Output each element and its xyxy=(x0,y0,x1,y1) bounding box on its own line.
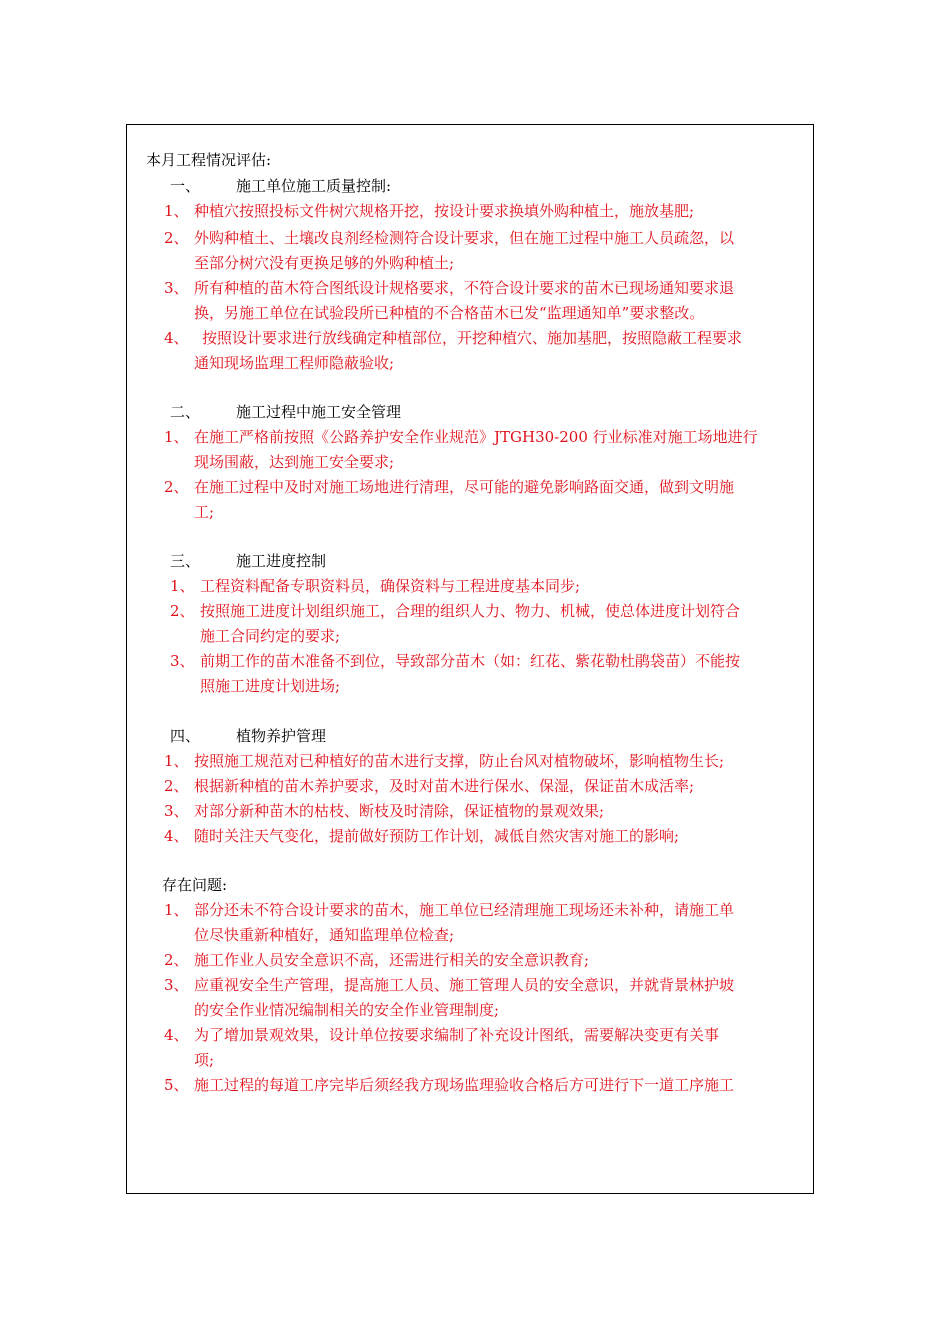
issue-1-number: 1、 xyxy=(164,901,189,919)
issue-5-number: 5、 xyxy=(164,1076,189,1094)
s1-item-1-line-1: 种植穴按照投标文件树穴规格开挖，按设计要求换填外购种植土，施放基肥; xyxy=(194,202,695,220)
issue-3-line-1: 应重视安全生产管理，提高施工人员、施工管理人员的安全意识，并就背景林护坡 xyxy=(194,976,735,994)
section-3-title: 施工进度控制 xyxy=(236,552,327,570)
issue-3-number: 3、 xyxy=(164,976,189,994)
s2-item-2-line-2: 工; xyxy=(194,503,215,521)
issue-4-number: 4、 xyxy=(164,1026,189,1044)
s3-item-2-line-2: 施工合同约定的要求; xyxy=(200,627,341,645)
s1-item-2-line-2: 至部分树穴没有更换足够的外购种植土; xyxy=(194,254,455,272)
s1-item-4-line-2: 通知现场监理工程师隐蔽验收; xyxy=(194,354,395,372)
issue-1-line-1: 部分还未不符合设计要求的苗木，施工单位已经清理施工现场还未补种，请施工单 xyxy=(194,901,735,919)
s2-item-2-number: 2、 xyxy=(164,478,189,496)
section-3-number: 三、 xyxy=(170,552,201,570)
s2-item-1-number: 1、 xyxy=(164,428,189,446)
section-1-number: 一、 xyxy=(170,177,201,195)
s2-item-1-line-2: 现场围蔽，达到施工安全要求; xyxy=(194,453,395,471)
s4-item-3-line-1: 对部分新种苗木的枯枝、断枝及时清除，保证植物的景观效果; xyxy=(194,802,605,820)
s1-item-2-number: 2、 xyxy=(164,229,189,247)
issue-4-line-1: 为了增加景观效果，设计单位按要求编制了补充设计图纸，需要解决变更有关事 xyxy=(194,1026,720,1044)
s1-item-1-number: 1、 xyxy=(164,202,189,220)
s1-item-2-line-1: 外购种植土、土壤改良剂经检测符合设计要求，但在施工过程中施工人员疏忽，以 xyxy=(194,229,735,247)
s1-item-3-line-1: 所有种植的苗木符合图纸设计规格要求，不符合设计要求的苗木已现场通知要求退 xyxy=(194,279,735,297)
issue-3-line-2: 的安全作业情况编制相关的安全作业管理制度; xyxy=(194,1001,500,1019)
s3-item-2-line-1: 按照施工进度计划组织施工，合理的组织人力、物力、机械，使总体进度计划符合 xyxy=(200,602,741,620)
issue-5-line-1: 施工过程的每道工序完毕后须经我方现场监理验收合格后方可进行下一道工序施工 xyxy=(194,1076,735,1094)
s3-item-2-number: 2、 xyxy=(170,602,195,620)
s4-item-1-number: 1、 xyxy=(164,752,189,770)
s1-item-4-number: 4、 xyxy=(164,329,189,347)
s3-item-3-number: 3、 xyxy=(170,652,195,670)
issue-2-line-1: 施工作业人员安全意识不高，还需进行相关的安全意识教育; xyxy=(194,951,590,969)
s4-item-4-line-1: 随时关注天气变化，提前做好预防工作计划，减低自然灾害对施工的影响; xyxy=(194,827,680,845)
section-1-title: 施工单位施工质量控制: xyxy=(236,177,392,195)
issue-1-line-2: 位尽快重新种植好，通知监理单位检查; xyxy=(194,926,455,944)
section-2-title: 施工过程中施工安全管理 xyxy=(236,403,402,421)
s1-item-4-line-1: 按照设计要求进行放线确定种植部位，开挖种植穴、施加基肥，按照隐蔽工程要求 xyxy=(202,329,743,347)
intro-heading: 本月工程情况评估: xyxy=(146,151,272,169)
s3-item-1-line-1: 工程资料配备专职资料员，确保资料与工程进度基本同步; xyxy=(200,577,581,595)
s2-item-1-line-1: 在施工严格前按照《公路养护安全作业规范》JTGH30-200 行业标准对施工场地进行 xyxy=(194,428,758,446)
s1-item-3-number: 3、 xyxy=(164,279,189,297)
section-4-number: 四、 xyxy=(170,727,201,745)
s3-item-3-line-2: 照施工进度计划进场; xyxy=(200,677,341,695)
issues-heading: 存在问题: xyxy=(162,876,228,894)
section-2-number: 二、 xyxy=(170,403,201,421)
s4-item-2-line-1: 根据新种植的苗木养护要求，及时对苗木进行保水、保湿，保证苗木成活率; xyxy=(194,777,695,795)
s3-item-3-line-1: 前期工作的苗木准备不到位，导致部分苗木（如：红花、紫花勒杜鹃袋苗）不能按 xyxy=(200,652,741,670)
s4-item-3-number: 3、 xyxy=(164,802,189,820)
s2-item-2-line-1: 在施工过程中及时对施工场地进行清理，尽可能的避免影响路面交通，做到文明施 xyxy=(194,478,735,496)
s4-item-2-number: 2、 xyxy=(164,777,189,795)
s3-item-1-number: 1、 xyxy=(170,577,195,595)
s4-item-1-line-1: 按照施工规范对已种植好的苗木进行支撑，防止台风对植物破坏，影响植物生长; xyxy=(194,752,725,770)
s4-item-4-number: 4、 xyxy=(164,827,189,845)
issue-2-number: 2、 xyxy=(164,951,189,969)
section-4-title: 植物养护管理 xyxy=(236,727,327,745)
issue-4-line-2: 项; xyxy=(194,1051,215,1069)
s1-item-3-line-2: 换，另施工单位在试验段所已种植的不合格苗木已发“监理通知单”要求整改。 xyxy=(194,304,705,322)
